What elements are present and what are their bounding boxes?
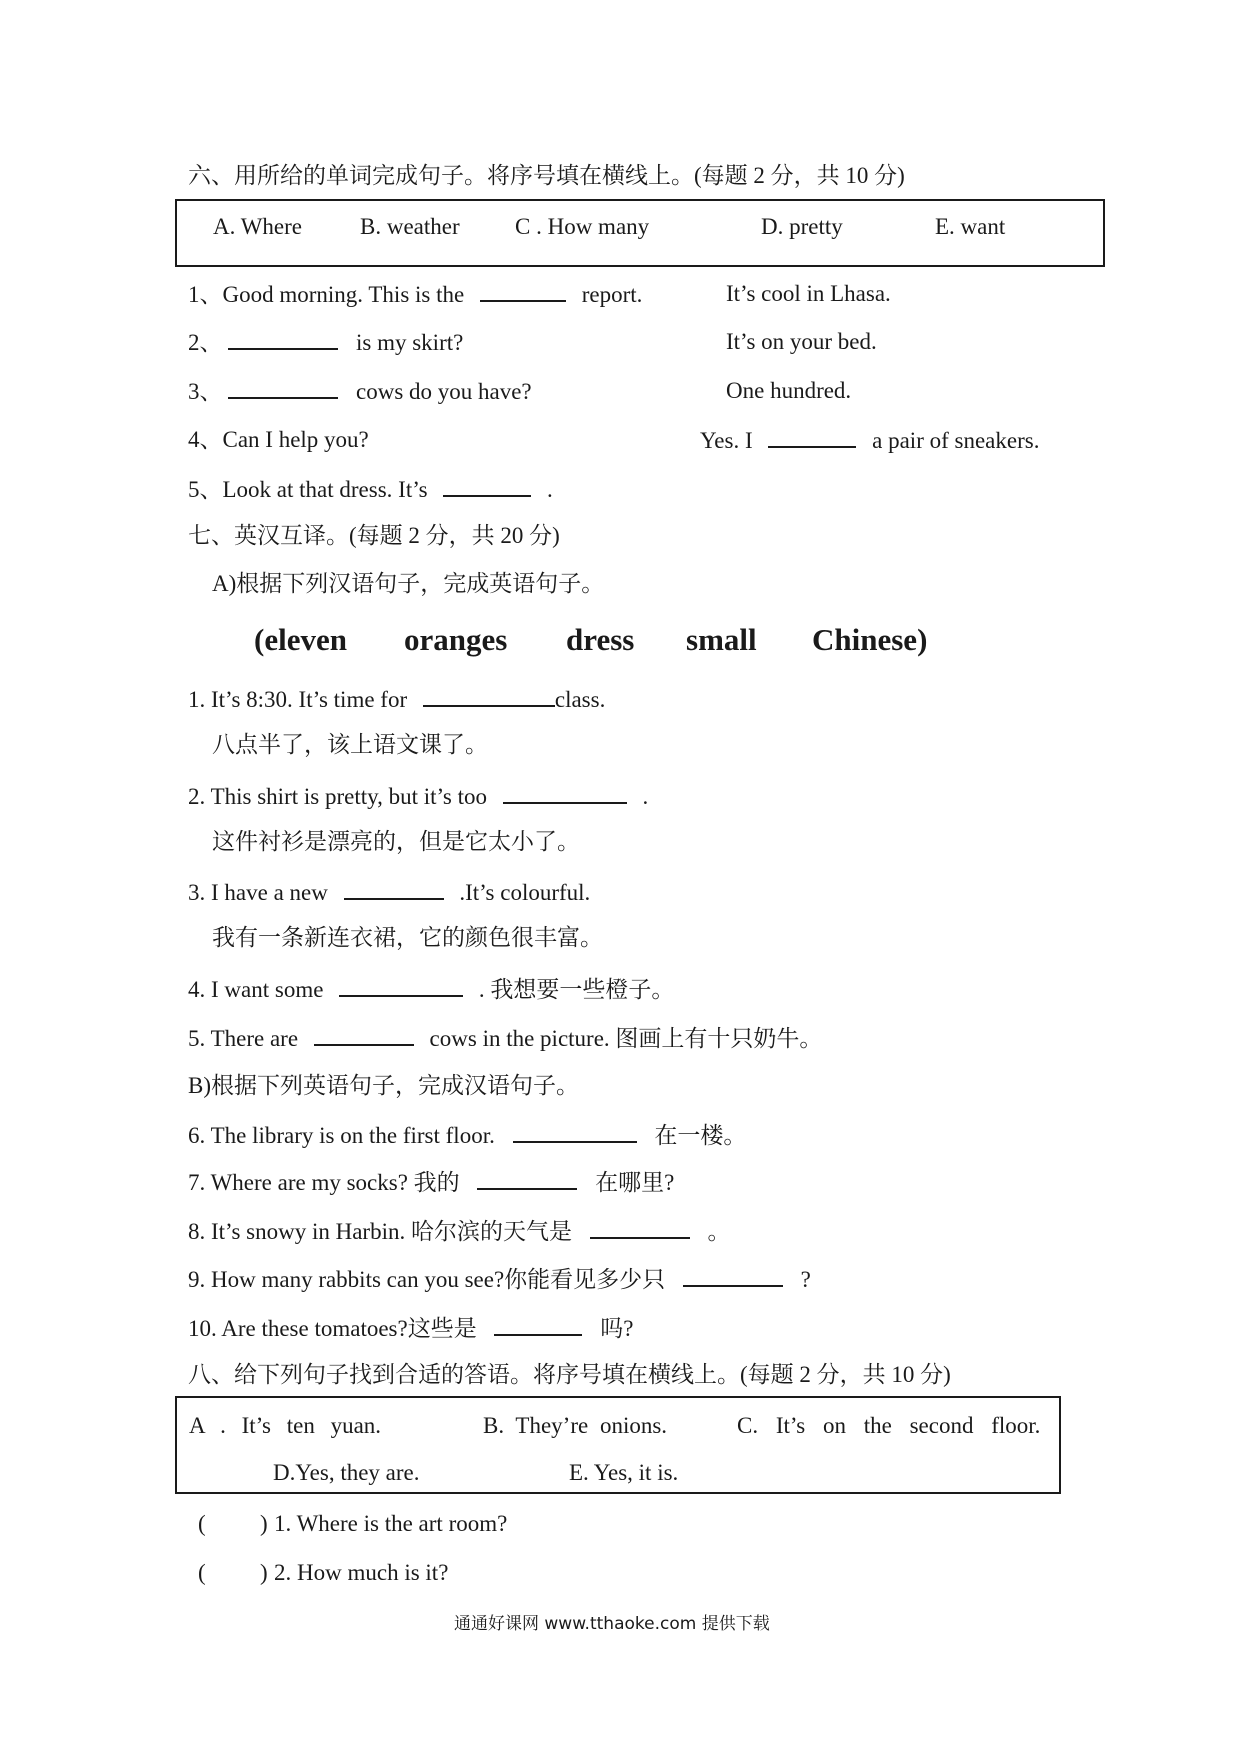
- answer-blank[interactable]: [339, 977, 463, 997]
- section8-options-box: [175, 1396, 1061, 1494]
- word-bank-chinese: Chinese): [812, 622, 928, 657]
- s7-q8: 8. It’s snowy in Harbin. 哈尔滨的天气是 。: [188, 1219, 731, 1244]
- s6-q2: 2、 is my skirt?: [188, 330, 464, 355]
- s6-q1-answer: It’s cool in Lhasa.: [726, 281, 891, 306]
- s6-q1: 1、Good morning. This is the report.: [188, 282, 643, 307]
- section6-options-box: [175, 199, 1105, 267]
- answer-blank[interactable]: [314, 1026, 414, 1046]
- s7-q2: 2. This shirt is pretty, but it’s too .: [188, 784, 649, 809]
- s7-q3: 3. I have a new .It’s colourful.: [188, 880, 591, 905]
- option-e: E. Yes, it is.: [569, 1460, 679, 1485]
- answer-blank[interactable]: [494, 1316, 582, 1336]
- answer-blank[interactable]: [590, 1219, 690, 1239]
- s8-q1-paren-open: (: [198, 1511, 206, 1536]
- s7-q3-cn: 我有一条新连衣裙，它的颜色很丰富。: [212, 925, 603, 950]
- section8-title: 八、给下列句子找到合适的答语。将序号填在横线上。(每题 2 分，共 10 分): [188, 1362, 951, 1387]
- word-bank-eleven: (eleven: [254, 622, 347, 657]
- option-d: D.Yes, they are.: [273, 1460, 420, 1485]
- section7-part-b: B)根据下列英语句子，完成汉语句子。: [188, 1073, 579, 1098]
- s6-q4-answer: Yes. I a pair of sneakers.: [700, 428, 1040, 453]
- s8-q2-paren-open: (: [198, 1560, 206, 1585]
- option-b: B. weather: [360, 214, 460, 239]
- answer-blank[interactable]: [683, 1267, 783, 1287]
- answer-blank[interactable]: [344, 880, 444, 900]
- answer-blank[interactable]: [513, 1123, 637, 1143]
- s7-q2-cn: 这件衬衫是漂亮的，但是它太小了。: [212, 829, 580, 854]
- option-b: B. They’re onions.: [483, 1413, 668, 1438]
- s8-q2-paren-close: ): [260, 1560, 268, 1585]
- s7-q7: 7. Where are my socks? 我的 在哪里?: [188, 1170, 675, 1195]
- word-bank-dress: dress: [566, 622, 635, 657]
- option-a: A. Where: [213, 214, 302, 239]
- answer-blank[interactable]: [443, 477, 531, 497]
- section7-title: 七、英汉互译。(每题 2 分，共 20 分): [188, 523, 560, 548]
- s8-q1: 1. Where is the art room?: [274, 1511, 508, 1536]
- option-c: C. It’s on the second floor.: [737, 1413, 1041, 1438]
- section6-title: 六、用所给的单词完成句子。将序号填在横线上。(每题 2 分，共 10 分): [188, 163, 905, 188]
- s7-q6: 6. The library is on the first floor. 在一楼。: [188, 1123, 747, 1148]
- s8-q2: 2. How much is it?: [274, 1560, 449, 1585]
- section7-part-a: A)根据下列汉语句子，完成英语句子。: [212, 571, 605, 596]
- answer-blank[interactable]: [228, 330, 338, 350]
- s6-q4: 4、Can I help you?: [188, 427, 369, 452]
- option-e: E. want: [935, 214, 1006, 239]
- footer-text: 通通好课网 www.tthaoke.com 提供下载: [454, 1614, 770, 1634]
- answer-blank[interactable]: [503, 784, 627, 804]
- s7-q10: 10. Are these tomatoes?这些是 吗?: [188, 1316, 634, 1341]
- s7-q4: 4. I want some . 我想要一些橙子。: [188, 977, 675, 1002]
- answer-blank[interactable]: [768, 428, 856, 448]
- s7-q1-cn: 八点半了，该上语文课了。: [212, 732, 488, 757]
- answer-blank[interactable]: [228, 379, 338, 399]
- option-a: A . It’s ten yuan.: [189, 1413, 382, 1438]
- option-d: D. pretty: [761, 214, 843, 239]
- word-bank-small: small: [686, 622, 757, 657]
- s6-q3: 3、 cows do you have?: [188, 379, 532, 404]
- answer-blank[interactable]: [480, 282, 566, 302]
- s8-q1-paren-close: ): [260, 1511, 268, 1536]
- answer-blank[interactable]: [423, 687, 555, 707]
- s7-q5: 5. There are cows in the picture. 图画上有十只奶牛。: [188, 1026, 823, 1051]
- s7-q9: 9. How many rabbits can you see?你能看见多少只 ?: [188, 1267, 811, 1292]
- s6-q5: 5、Look at that dress. It’s .: [188, 477, 553, 502]
- option-c: C . How many: [515, 214, 650, 239]
- answer-blank[interactable]: [477, 1170, 577, 1190]
- word-bank-oranges: oranges: [404, 622, 508, 657]
- s7-q1: 1. It’s 8:30. It’s time for class.: [188, 687, 606, 712]
- s6-q2-answer: It’s on your bed.: [726, 329, 877, 354]
- s6-q3-answer: One hundred.: [726, 378, 852, 403]
